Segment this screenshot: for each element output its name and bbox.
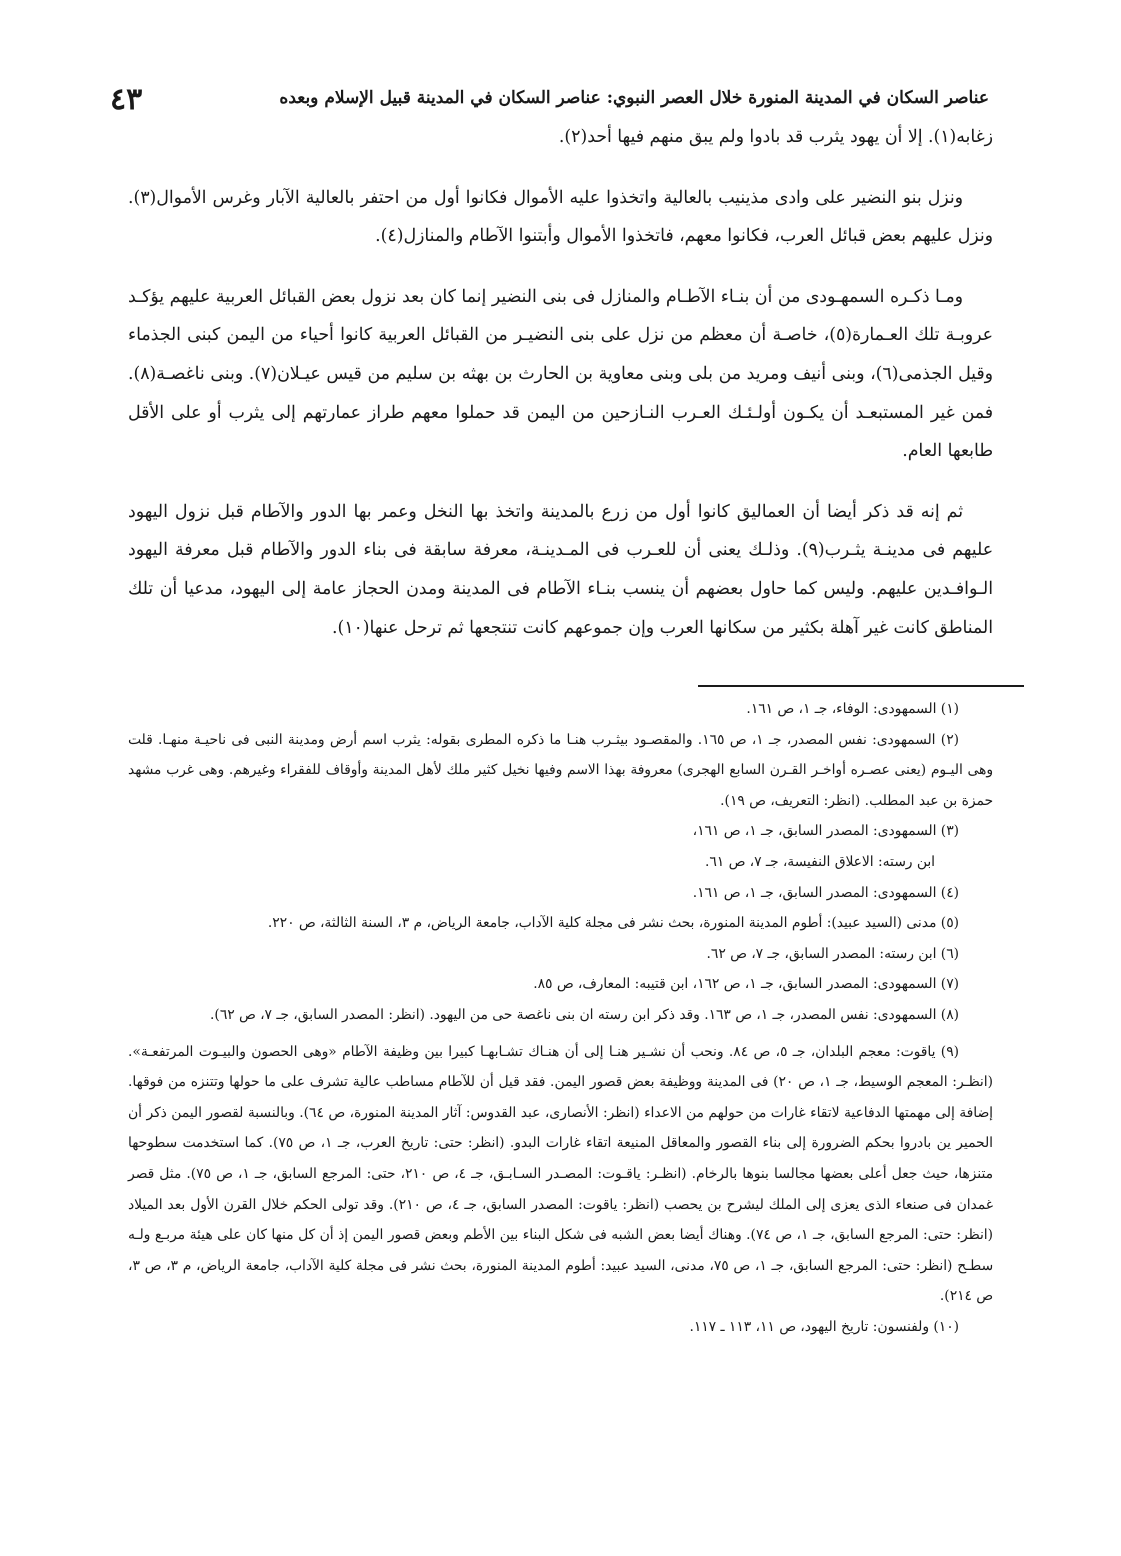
main-text (128, 118, 993, 669)
footnote-3-continued: ابن رسته: الاعلاق النفيسة، جـ ٧، ص ٦١. (704, 853, 935, 870)
paragraph-4: ثم إنه قد ذكر أيضا أن العماليق كانوا أول من زرع بالمدينة واتخذ بها النخل وعمر بها الدور والآطام قبل نزول اليهود عليهم فى مدينـة يثـرب(٩). وذلـك يعنى أن للعـرب فى المـدينـة، معرفة سابقة فى بناء الدور والآطام قبل معرفة اليهود الـوافـدين عليهم. وليس كما حاول بعضهم أن ينسب بنـاء الآطام فى المدينة ومدن الحجاز عامة إلى اليهود، مدعيا أن تلك المناطق كانت غير آهلة بكثير من سكانها العرب وإن جموعهم كانت تنتجعها ثم ترحل عنها(١٠). (128, 501, 994, 638)
footnote-9: (٩) ياقوت: معجم البلدان، جـ ٥، ص ٨٤. ونحب أن نشـير هنـا إلى أن هنـاك تشـابهـا كبيرا بين وظيفة الآطام «وهى الحصون والبيـوت المرتفعـة». (انظـر: المعجم الوسيط، جـ ١، ص ٢٠) فى المدينة ووظيفة بعض قصور اليمن. فقد قيل أن للآطام مساطب عالية تشرف على ما حولها وتتنزه من فوقها. إضافة إلى مهمتها الدفاعية لاتقاء غارات من حولهم من الاعداء (انظر: الأنصارى، عبد القدوس: آثار المدينة المنورة، ص ٦٤). وبالنسبة لقصور اليمن ذكر أن الحمير ين بادروا بحكم الضرورة إلى بناء القصور والمعاقل المنيعة اتقاء غارات البدو. (انظر: حتى: تاريخ العرب، جـ ١، ص ٧٥). كما استخدمت سطوحها متنزها، حيث جعل أعلى بعضها مجالسا بنوها بالرخام. (انظـر: ياقـوت: المصـدر السـابـق، جـ ٤، ص ٢١٠، حتى: المرجع السابق، جـ ١، ص ٧٥). مثل قصر غمدان فى صنعاء الذى يعزى إلى الملك ليشرح بن يحصب (انظر: ياقوت: المصدر السابق، جـ ٤، ص ٢١٠). وقد تولى الحكم خلال القرن الأول بعد الميلاد (انظر: حتى: المرجع السابق، جـ ١، ص ٧٤). وهناك أيضا بعض الشبه فى شكل البناء بين الأطم وبعض قصور اليمن إذ أن كل منها كان على هيئة مربـع ولـه سطـح (انظر: حتى: المرجع السابق، جـ ١، ص ٧٥، مدنى، السيد عبيد: أطوم المدينة المنورة، بحث نشر فى مجلة كلية الآداب، جامعة الرياض، م ٣، ص ٣، ص ٢١٤). (128, 1043, 994, 1305)
footnote-separator (698, 685, 1024, 687)
footnote-6: (٦) ابن رسته: المصدر السابق، جـ ٧، ص ٦٢. (706, 945, 959, 962)
footnotes (128, 694, 993, 1342)
footnote-4: (٤) السمهودى: المصدر السابق، جـ ١، ص ١٦١. (692, 884, 959, 901)
paragraph-3: ومـا ذكـره السمهـودى من أن بنـاء الآطـام والمنازل فى بنى النضير إنما كان بعد نزول بعض القبائل العربية عليهم يؤكـد عروبـة تلك العـمارة(٥)، خاصـة أن معظم من نزل على بنى النضيـر من القبائل العربية كانوا أحياء من اليمن كبنى الجذماء وقيل الجذمى(٦)، وبنى أنيف ومريد من بلى وبنى معاوية بن الحارث بن بهثه بن سليم من قيس عيـلان(٧). وبنى ناغصـة(٨). فمن غير المستبعـد أن يكـون أولـئـك العـرب النـازحين من اليمن قد حملوا معهم طراز عمارتهم إلى يثرب أو على الأقل طابعها العام. (128, 286, 993, 462)
footnote-7: (٧) السمهودى: المصدر السابق، جـ ١، ص ١٦٢، ابن قتيبه: المعارف، ص ٨٥. (533, 976, 959, 993)
footnote-3: (٣) السمهودى: المصدر السابق، جـ ١، ص ١٦١، (692, 823, 959, 840)
footnote-1: (١) السمهودى: الوفاء، جـ ١، ص ١٦١. (746, 701, 959, 717)
footnote-10: (١٠) ولفنسون: تاريخ اليهود، ص ١١، ١١٣ ـ ١١٧. (689, 1318, 959, 1335)
page-number: ٤٣ (110, 82, 143, 117)
paragraph-2: ونزل بنو النضير على وادى مذينيب بالعالية واتخذوا عليه الأموال فكانوا أول من احتفر بالعالية الآبار وغرس الأموال(٣). ونزل عليهم بعض قبائل العرب، فكانوا معهم، فاتخذوا الأموال وأبتنوا الآطام والمنازل(٤). (128, 187, 993, 247)
page-header (110, 82, 989, 120)
footnote-8: (٨) السمهودى: نفس المصدر، جـ ١، ص ١٦٣. وقد ذكر ابن رسته ان بنى ناغصة حى من اليهود. (انظر: المصدر السابق، جـ ٧، ص ٦٢). (210, 1006, 959, 1023)
running-title: عناصر السكان في المدينة المنورة خلال العصر النبوي: عناصر السكان في المدينة قبيل الإسلام وبعده (279, 88, 989, 108)
paragraph-1: زغابه(١). إلا أن يهود يثرب قد بادوا ولم يبق منهم فيها أحد(٢). (558, 127, 993, 147)
footnote-5: (٥) مدنى (السيد عبيد): أطوم المدينة المنورة، بحث نشر فى مجلة كلية الآداب، جامعة الرياض، م ٣، السنة الثالثة، ص ٢٢٠. (267, 915, 959, 932)
footnote-2: (٢) السمهودى: نفس المصدر، جـ ١، ص ١٦٥. والمقصـود بيثـرب هنـا ما ذكره المطرى بقوله: يثرب اسم أرض ومدينة النبى فى ناحيـة منهـا. قلت وهى اليـوم (يعنى عصـره أواخـر القـرن السابع الهجرى) معروفة بهذا الاسم وفيها نخيل كثير ملك لأهل المدينة وأوقاف للفقراء وغيرهم. وهى غرب مشهد حمزة بن عبد المطلب. (انظر: التعريف، ص ١٩). (128, 731, 993, 809)
